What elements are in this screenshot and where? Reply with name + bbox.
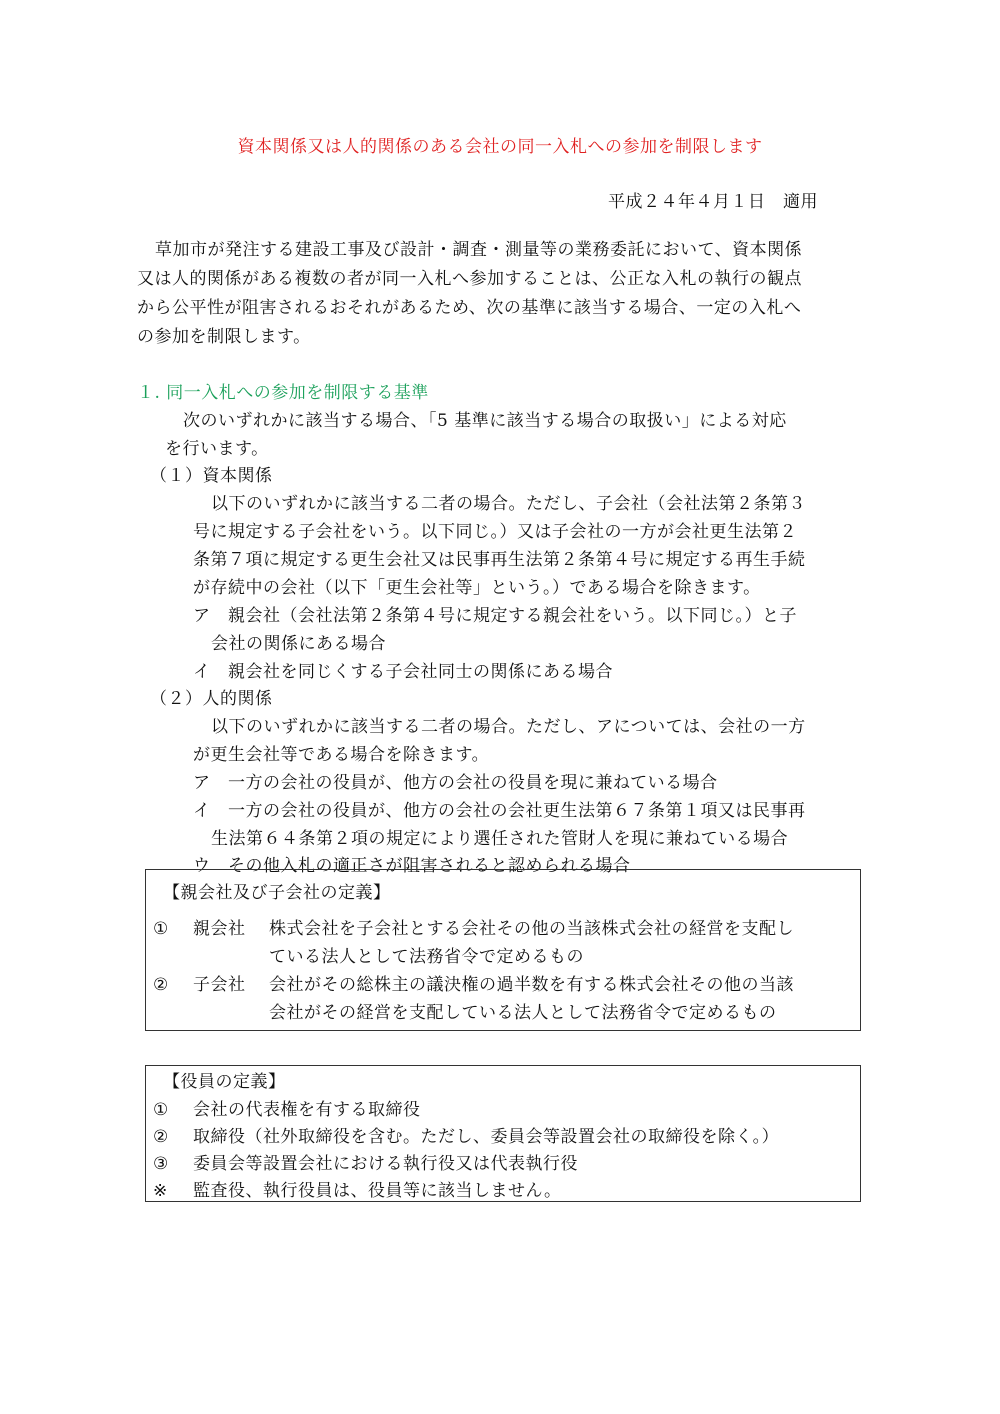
intro-line: 草加市が発注する建設工事及び設計・調査・測量等の業務委託において、資本関係 — [155, 240, 803, 260]
section1-lead-line: 次のいずれかに該当する場合、「5 基準に該当する場合の取扱い」による対応 — [183, 411, 787, 431]
personal-item-u: ウ その他入札の適正さが阻害されると認められる場合 — [193, 856, 631, 876]
page-title: 資本関係又は人的関係のある会社の同一入札への参加を制限します — [237, 137, 763, 157]
effective-date: 平成２４年４月１日 適用 — [608, 192, 818, 212]
box1-row-mark: ① — [153, 919, 169, 939]
box1-row-mark: ② — [153, 975, 169, 995]
personal-body-line: 以下のいずれかに該当する二者の場合。ただし、アについては、会社の一方 — [211, 717, 806, 737]
capital-item-a: ア 親会社（会社法第２条第４号に規定する親会社をいう。以下同じ。）と子 — [193, 606, 797, 626]
box2-row-text: 委員会等設置会社における執行役又は代表執行役 — [193, 1154, 578, 1174]
box2-row-mark: ※ — [153, 1181, 168, 1201]
box1-row-text: 会社がその経営を支配している法人として法務省令で定めるもの — [269, 1003, 777, 1023]
section1-heading: １. 同一入札への参加を制限する基準 — [137, 383, 429, 403]
personal-item-i-cont: 生法第６４条第２項の規定により選任された管財人を現に兼ねている場合 — [211, 829, 789, 849]
box2-row-text: 監査役、執行役員は、役員等に該当しません。 — [193, 1181, 562, 1201]
intro-line: から公平性が阻害されるおそれがあるため、次の基準に該当する場合、一定の入札へ — [137, 298, 802, 318]
intro-line: 又は人的関係がある複数の者が同一入札へ参加することは、公正な入札の執行の観点 — [137, 269, 802, 289]
capital-body-line: 以下のいずれかに該当する二者の場合。ただし、子会社（会社法第２条第３ — [211, 494, 806, 514]
capital-body-line: 条第７項に規定する更生会社又は民事再生法第２条第４号に規定する再生手続 — [193, 550, 806, 570]
box2-row-text: 会社の代表権を有する取締役 — [193, 1100, 421, 1120]
box2-row-mark: ② — [153, 1127, 169, 1147]
personal-item-i: イ 一方の会社の役員が、他方の会社の会社更生法第６７条第１項又は民事再 — [193, 801, 806, 821]
capital-body-line: が存続中の会社（以下「更生会社等」という。）である場合を除きます。 — [193, 578, 761, 598]
capital-heading: （１）資本関係 — [150, 466, 273, 486]
box2-row-text: 取締役（社外取締役を含む。ただし、委員会等設置会社の取締役を除く。） — [193, 1127, 780, 1147]
capital-body-line: 号に規定する子会社をいう。以下同じ。）又は子会社の一方が会社更生法第２ — [193, 522, 797, 542]
box1-row-text: 会社がその総株主の議決権の過半数を有する株式会社その他の当該 — [269, 975, 794, 995]
box1-row-term: 親会社 — [193, 919, 246, 939]
box1-row-text: ている法人として法務省令で定めるもの — [269, 947, 584, 967]
personal-body-line: が更生会社等である場合を除きます。 — [193, 745, 490, 765]
capital-item-a-cont: 会社の関係にある場合 — [211, 634, 386, 654]
box2-row-mark: ③ — [153, 1154, 169, 1174]
box2-title: 【役員の定義】 — [163, 1072, 286, 1092]
section1-lead-line: を行います。 — [165, 439, 269, 459]
intro-line: の参加を制限します。 — [137, 327, 311, 347]
box1-row-term: 子会社 — [193, 975, 246, 995]
box2-row-mark: ① — [153, 1100, 169, 1120]
box1-row-text: 株式会社を子会社とする会社その他の当該株式会社の経営を支配し — [269, 919, 794, 939]
personal-item-a: ア 一方の会社の役員が、他方の会社の役員を現に兼ねている場合 — [193, 773, 718, 793]
capital-item-i: イ 親会社を同じくする子会社同士の関係にある場合 — [193, 662, 613, 682]
personal-heading: （２）人的関係 — [150, 689, 273, 709]
box1-title: 【親会社及び子会社の定義】 — [163, 883, 391, 903]
